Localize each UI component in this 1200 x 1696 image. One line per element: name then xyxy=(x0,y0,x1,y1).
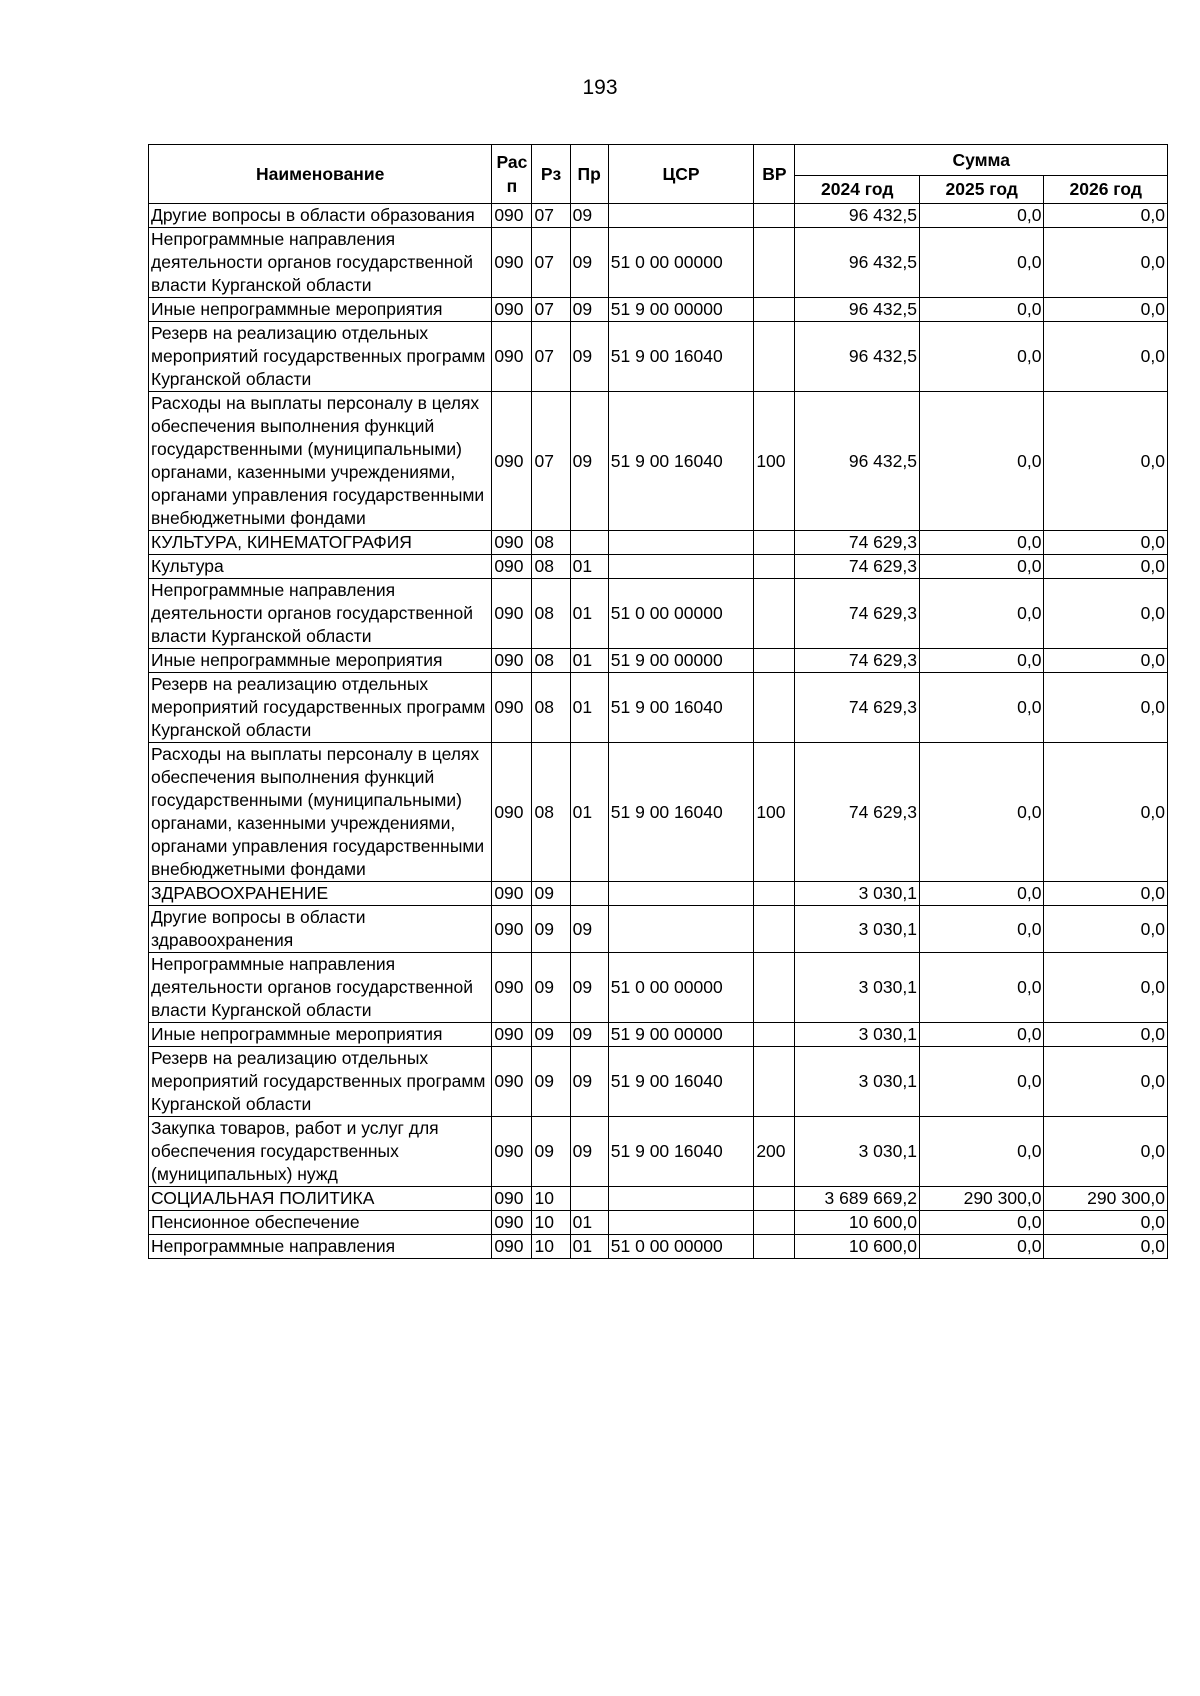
cell-rz: 09 xyxy=(532,1047,570,1117)
cell-2025: 0,0 xyxy=(919,579,1043,649)
cell-2026: 0,0 xyxy=(1044,204,1168,228)
cell-name: Резерв на реализацию отдельных мероприятий государственных программ Курганской области xyxy=(149,1047,492,1117)
cell-rasp: 090 xyxy=(492,1047,532,1117)
cell-2024: 96 432,5 xyxy=(795,204,919,228)
header-pr: Пр xyxy=(570,145,608,204)
cell-2025: 0,0 xyxy=(919,298,1043,322)
cell-2025: 0,0 xyxy=(919,1235,1043,1259)
cell-2026: 0,0 xyxy=(1044,392,1168,531)
cell-2025: 0,0 xyxy=(919,882,1043,906)
cell-csr: 51 9 00 16040 xyxy=(608,392,754,531)
cell-rasp: 090 xyxy=(492,392,532,531)
header-rasp: Рас п xyxy=(492,145,532,204)
cell-csr: 51 9 00 16040 xyxy=(608,1047,754,1117)
cell-rasp: 090 xyxy=(492,204,532,228)
cell-pr: 01 xyxy=(570,555,608,579)
table-row xyxy=(149,1211,1168,1235)
cell-csr: 51 9 00 00000 xyxy=(608,1023,754,1047)
cell-vr: 200 xyxy=(754,1117,795,1187)
cell-2024: 74 629,3 xyxy=(795,579,919,649)
table-body xyxy=(149,204,1168,1259)
cell-rasp: 090 xyxy=(492,579,532,649)
cell-vr xyxy=(754,906,795,953)
cell-vr xyxy=(754,204,795,228)
cell-2024: 3 689 669,2 xyxy=(795,1187,919,1211)
table-row xyxy=(149,649,1168,673)
cell-vr xyxy=(754,953,795,1023)
cell-name: Расходы на выплаты персоналу в целях обеспечения выполнения функций государственными (муниципальными) органами, казенными учреждениями, органами управления государственными внебюджетными фондами xyxy=(149,392,492,531)
cell-csr: 51 9 00 00000 xyxy=(608,649,754,673)
cell-pr: 01 xyxy=(570,579,608,649)
cell-csr xyxy=(608,906,754,953)
cell-pr xyxy=(570,1187,608,1211)
cell-vr xyxy=(754,1187,795,1211)
cell-pr: 09 xyxy=(570,392,608,531)
header-vr: ВР xyxy=(754,145,795,204)
cell-2024: 74 629,3 xyxy=(795,531,919,555)
cell-pr: 09 xyxy=(570,906,608,953)
cell-name: СОЦИАЛЬНАЯ ПОЛИТИКА xyxy=(149,1187,492,1211)
cell-csr: 51 0 00 00000 xyxy=(608,228,754,298)
cell-2024: 3 030,1 xyxy=(795,1023,919,1047)
cell-vr xyxy=(754,1047,795,1117)
cell-vr xyxy=(754,1235,795,1259)
cell-rasp: 090 xyxy=(492,1187,532,1211)
cell-name: Резерв на реализацию отдельных мероприятий государственных программ Курганской области xyxy=(149,322,492,392)
table-row xyxy=(149,392,1168,531)
cell-rz: 08 xyxy=(532,673,570,743)
cell-2025: 0,0 xyxy=(919,1211,1043,1235)
cell-2026: 0,0 xyxy=(1044,649,1168,673)
cell-name: Расходы на выплаты персоналу в целях обеспечения выполнения функций государственными (муниципальными) органами, казенными учреждениями, органами управления государственными внебюджетными фондами xyxy=(149,743,492,882)
cell-rz: 08 xyxy=(532,743,570,882)
cell-csr: 51 9 00 16040 xyxy=(608,322,754,392)
cell-name: Пенсионное обеспечение xyxy=(149,1211,492,1235)
cell-name: ЗДРАВООХРАНЕНИЕ xyxy=(149,882,492,906)
cell-2025: 0,0 xyxy=(919,228,1043,298)
table-row xyxy=(149,298,1168,322)
cell-2025: 0,0 xyxy=(919,673,1043,743)
cell-2025: 0,0 xyxy=(919,555,1043,579)
cell-rasp: 090 xyxy=(492,322,532,392)
table-row xyxy=(149,1117,1168,1187)
header-name: Наименование xyxy=(149,145,492,204)
cell-rasp: 090 xyxy=(492,1235,532,1259)
cell-2026: 0,0 xyxy=(1044,673,1168,743)
cell-csr: 51 9 00 00000 xyxy=(608,298,754,322)
cell-rasp: 090 xyxy=(492,1211,532,1235)
header-2025: 2025 год xyxy=(919,176,1043,204)
cell-csr: 51 9 00 16040 xyxy=(608,743,754,882)
cell-rasp: 090 xyxy=(492,531,532,555)
cell-pr: 09 xyxy=(570,1047,608,1117)
cell-rz: 10 xyxy=(532,1187,570,1211)
cell-2025: 0,0 xyxy=(919,906,1043,953)
cell-pr xyxy=(570,882,608,906)
cell-rz: 07 xyxy=(532,392,570,531)
cell-csr: 51 0 00 00000 xyxy=(608,953,754,1023)
cell-vr xyxy=(754,228,795,298)
cell-rasp: 090 xyxy=(492,1117,532,1187)
cell-pr: 09 xyxy=(570,1023,608,1047)
cell-csr xyxy=(608,555,754,579)
cell-rasp: 090 xyxy=(492,228,532,298)
cell-2024: 74 629,3 xyxy=(795,649,919,673)
cell-vr xyxy=(754,298,795,322)
cell-pr: 09 xyxy=(570,953,608,1023)
cell-pr: 09 xyxy=(570,228,608,298)
cell-2024: 74 629,3 xyxy=(795,555,919,579)
table-row xyxy=(149,1047,1168,1117)
cell-name: Культура xyxy=(149,555,492,579)
cell-pr: 01 xyxy=(570,1235,608,1259)
cell-2026: 0,0 xyxy=(1044,298,1168,322)
cell-2026: 0,0 xyxy=(1044,1023,1168,1047)
cell-2024: 3 030,1 xyxy=(795,953,919,1023)
table-row xyxy=(149,743,1168,882)
cell-rz: 09 xyxy=(532,906,570,953)
cell-csr: 51 9 00 16040 xyxy=(608,1117,754,1187)
cell-name: Иные непрограммные мероприятия xyxy=(149,1023,492,1047)
cell-2024: 96 432,5 xyxy=(795,298,919,322)
header-csr: ЦСР xyxy=(608,145,754,204)
cell-2026: 0,0 xyxy=(1044,1211,1168,1235)
cell-vr xyxy=(754,322,795,392)
cell-rz: 09 xyxy=(532,953,570,1023)
cell-rz: 08 xyxy=(532,649,570,673)
cell-rasp: 090 xyxy=(492,649,532,673)
cell-rz: 07 xyxy=(532,228,570,298)
header-summa: Сумма xyxy=(795,145,1168,176)
table-row xyxy=(149,579,1168,649)
cell-name: Иные непрограммные мероприятия xyxy=(149,649,492,673)
cell-vr: 100 xyxy=(754,392,795,531)
cell-rz: 07 xyxy=(532,298,570,322)
cell-2026: 0,0 xyxy=(1044,555,1168,579)
cell-2026: 0,0 xyxy=(1044,906,1168,953)
cell-rasp: 090 xyxy=(492,743,532,882)
cell-vr xyxy=(754,1211,795,1235)
cell-2024: 3 030,1 xyxy=(795,1047,919,1117)
cell-name: Иные непрограммные мероприятия xyxy=(149,298,492,322)
cell-name: Резерв на реализацию отдельных мероприятий государственных программ Курганской области xyxy=(149,673,492,743)
cell-rasp: 090 xyxy=(492,906,532,953)
cell-2026: 0,0 xyxy=(1044,531,1168,555)
cell-2026: 0,0 xyxy=(1044,322,1168,392)
cell-name: Другие вопросы в области образования xyxy=(149,204,492,228)
cell-name: КУЛЬТУРА, КИНЕМАТОГРАФИЯ xyxy=(149,531,492,555)
table-row xyxy=(149,204,1168,228)
cell-name: Непрограммные направления деятельности органов государственной власти Курганской области xyxy=(149,579,492,649)
cell-name: Другие вопросы в области здравоохранения xyxy=(149,906,492,953)
cell-2026: 0,0 xyxy=(1044,1117,1168,1187)
cell-vr xyxy=(754,649,795,673)
cell-rasp: 090 xyxy=(492,555,532,579)
cell-pr: 01 xyxy=(570,1211,608,1235)
cell-rz: 09 xyxy=(532,1023,570,1047)
cell-2026: 0,0 xyxy=(1044,1235,1168,1259)
cell-2025: 0,0 xyxy=(919,953,1043,1023)
page-number: 193 xyxy=(582,76,618,99)
table-row xyxy=(149,555,1168,579)
cell-2024: 96 432,5 xyxy=(795,322,919,392)
cell-rasp: 090 xyxy=(492,953,532,1023)
cell-2025: 0,0 xyxy=(919,1023,1043,1047)
cell-2024: 3 030,1 xyxy=(795,906,919,953)
cell-csr xyxy=(608,1187,754,1211)
cell-2024: 96 432,5 xyxy=(795,228,919,298)
cell-2026: 0,0 xyxy=(1044,228,1168,298)
cell-2025: 0,0 xyxy=(919,204,1043,228)
cell-2024: 10 600,0 xyxy=(795,1211,919,1235)
cell-2026: 0,0 xyxy=(1044,743,1168,882)
cell-rz: 07 xyxy=(532,322,570,392)
table-row xyxy=(149,1235,1168,1259)
cell-2024: 96 432,5 xyxy=(795,392,919,531)
cell-rasp: 090 xyxy=(492,882,532,906)
cell-name: Закупка товаров, работ и услуг для обеспечения государственных (муниципальных) нужд xyxy=(149,1117,492,1187)
table-row xyxy=(149,673,1168,743)
table-row xyxy=(149,228,1168,298)
cell-2024: 74 629,3 xyxy=(795,743,919,882)
cell-csr xyxy=(608,204,754,228)
cell-pr: 09 xyxy=(570,204,608,228)
cell-2026: 0,0 xyxy=(1044,882,1168,906)
cell-2024: 74 629,3 xyxy=(795,673,919,743)
cell-rz: 08 xyxy=(532,531,570,555)
cell-2025: 0,0 xyxy=(919,322,1043,392)
table-row xyxy=(149,1023,1168,1047)
cell-pr: 01 xyxy=(570,649,608,673)
cell-pr: 09 xyxy=(570,298,608,322)
cell-2025: 0,0 xyxy=(919,743,1043,882)
cell-rz: 09 xyxy=(532,1117,570,1187)
cell-csr: 51 0 00 00000 xyxy=(608,1235,754,1259)
cell-name: Непрограммные направления деятельности органов государственной власти Курганской области xyxy=(149,228,492,298)
table-row xyxy=(149,1187,1168,1211)
cell-2026: 0,0 xyxy=(1044,579,1168,649)
cell-rz: 09 xyxy=(532,882,570,906)
table-row xyxy=(149,906,1168,953)
cell-2025: 0,0 xyxy=(919,1117,1043,1187)
cell-2026: 290 300,0 xyxy=(1044,1187,1168,1211)
table-row xyxy=(149,882,1168,906)
cell-rz: 07 xyxy=(532,204,570,228)
cell-pr: 01 xyxy=(570,743,608,882)
cell-pr: 09 xyxy=(570,322,608,392)
cell-vr xyxy=(754,673,795,743)
cell-2025: 0,0 xyxy=(919,1047,1043,1117)
cell-rasp: 090 xyxy=(492,673,532,743)
cell-csr xyxy=(608,531,754,555)
table-row xyxy=(149,953,1168,1023)
cell-csr xyxy=(608,882,754,906)
cell-2024: 3 030,1 xyxy=(795,1117,919,1187)
cell-pr: 09 xyxy=(570,1117,608,1187)
cell-csr: 51 0 00 00000 xyxy=(608,579,754,649)
cell-name: Непрограммные направления xyxy=(149,1235,492,1259)
cell-2025: 0,0 xyxy=(919,392,1043,531)
header-rz: Рз xyxy=(532,145,570,204)
cell-2026: 0,0 xyxy=(1044,1047,1168,1117)
cell-rz: 08 xyxy=(532,579,570,649)
cell-rasp: 090 xyxy=(492,298,532,322)
table-row xyxy=(149,322,1168,392)
cell-vr xyxy=(754,882,795,906)
cell-vr xyxy=(754,555,795,579)
cell-2025: 0,0 xyxy=(919,531,1043,555)
cell-csr xyxy=(608,1211,754,1235)
cell-pr xyxy=(570,531,608,555)
cell-vr xyxy=(754,1023,795,1047)
cell-pr: 01 xyxy=(570,673,608,743)
cell-2025: 290 300,0 xyxy=(919,1187,1043,1211)
budget-table xyxy=(148,144,1168,1259)
cell-csr: 51 9 00 16040 xyxy=(608,673,754,743)
cell-2024: 10 600,0 xyxy=(795,1235,919,1259)
cell-vr xyxy=(754,531,795,555)
cell-2025: 0,0 xyxy=(919,649,1043,673)
header-2024: 2024 год xyxy=(795,176,919,204)
cell-rz: 08 xyxy=(532,555,570,579)
table-row xyxy=(149,531,1168,555)
cell-2026: 0,0 xyxy=(1044,953,1168,1023)
cell-rz: 10 xyxy=(532,1235,570,1259)
header-2026: 2026 год xyxy=(1044,176,1168,204)
cell-name: Непрограммные направления деятельности органов государственной власти Курганской области xyxy=(149,953,492,1023)
cell-vr xyxy=(754,579,795,649)
cell-rz: 10 xyxy=(532,1211,570,1235)
cell-vr: 100 xyxy=(754,743,795,882)
cell-2024: 3 030,1 xyxy=(795,882,919,906)
cell-rasp: 090 xyxy=(492,1023,532,1047)
